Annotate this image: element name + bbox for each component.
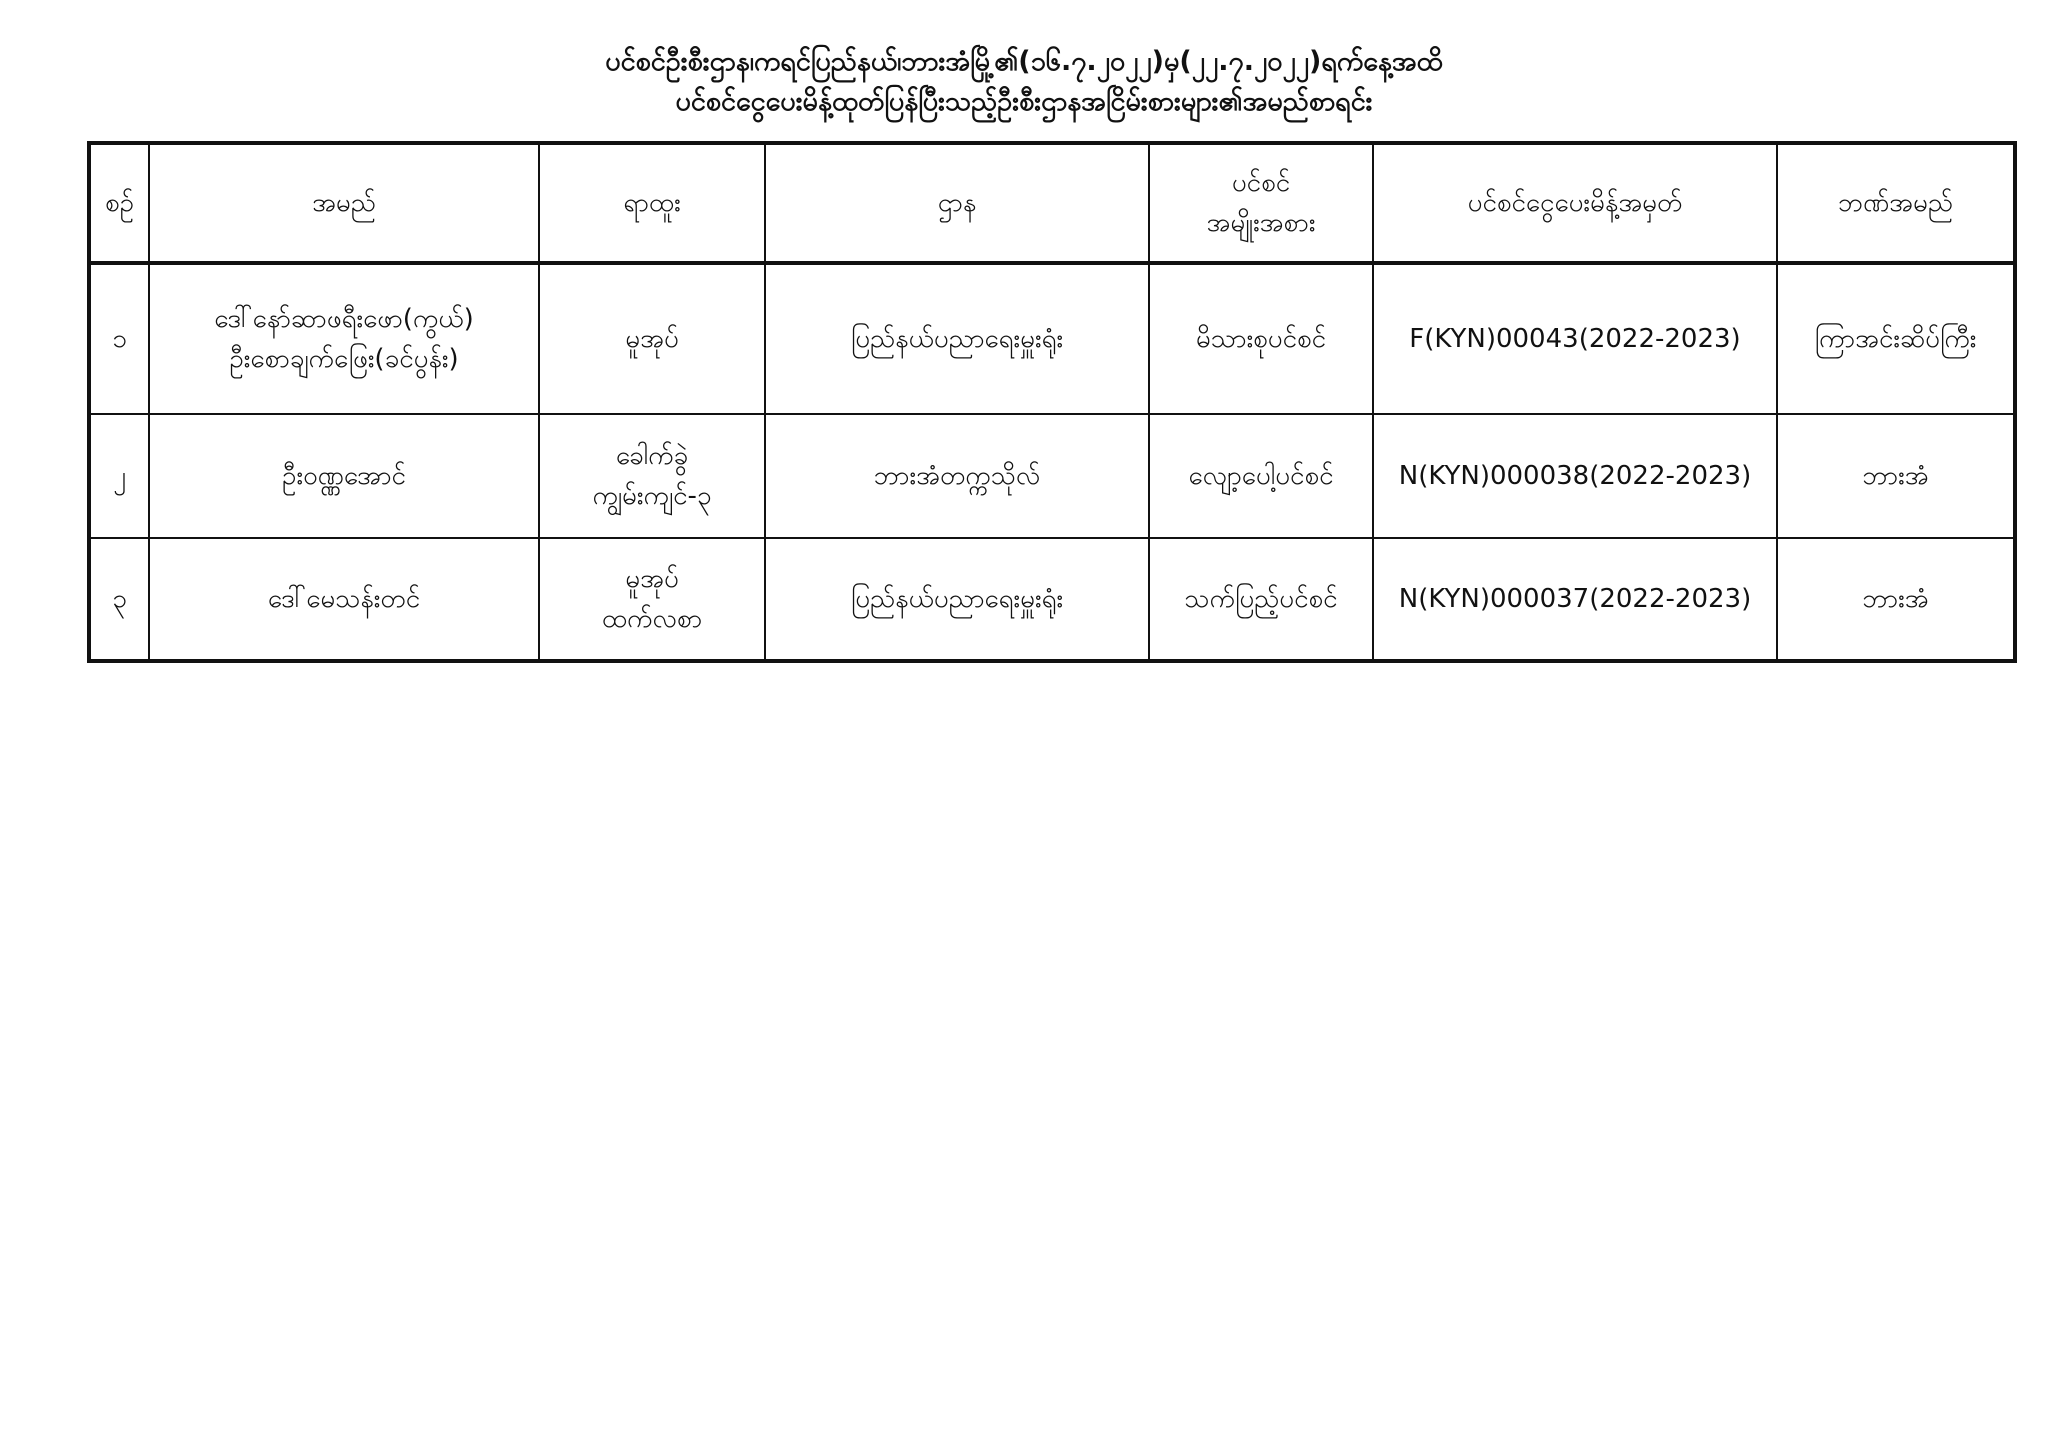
- cell-department: ဘားအံတက္ကသိုလ်: [765, 414, 1149, 538]
- header-department: ဌာန: [765, 143, 1149, 263]
- table-row: [89, 538, 2015, 661]
- cell-rank: [539, 538, 765, 661]
- cell-department: ပြည်နယ်ပညာရေးမှူးရုံး: [765, 538, 1149, 661]
- header-pension-type: [1149, 143, 1373, 263]
- cell-name-line-1: ဒေါ်မေသန်းတင်: [267, 584, 421, 614]
- table-row: [89, 414, 2015, 538]
- cell-pension-type: သက်ပြည့်ပင်စင်: [1149, 538, 1373, 661]
- cell-pension-order-no: F(KYN)00043(2022-2023): [1373, 263, 1777, 414]
- cell-bank-name: ဘားအံ: [1777, 538, 2015, 661]
- header-pension-type-line-1: ပင်စင်: [1231, 168, 1291, 198]
- table-row: [89, 263, 2015, 414]
- cell-serial: ၁: [89, 263, 149, 414]
- cell-department: ပြည်နယ်ပညာရေးမှူးရုံး: [765, 263, 1149, 414]
- header-pension-type-line-2: အမျိုးအစား: [1206, 208, 1316, 238]
- cell-bank-name: ကြာအင်းဆိပ်ကြီး: [1777, 263, 2015, 414]
- header-pension-order-no: ပင်စင်ငွေပေးမိန့်အမှတ်: [1373, 143, 1777, 263]
- header-serial: စဉ်: [89, 143, 149, 263]
- cell-rank-line-1: မူအုပ်: [625, 324, 679, 354]
- cell-name-line-2: ဦးစောချက်ဖြေး(ခင်ပွန်း): [229, 344, 459, 374]
- table-header-row: [89, 143, 2015, 263]
- cell-bank-name: ဘားအံ: [1777, 414, 2015, 538]
- cell-rank-line-2: ကျွမ်းကျင်-၃: [592, 481, 712, 511]
- title-line-2: ပင်စင်ငွေပေးမိန့်ထုတ်ပြန်ပြီးသည့်ဦးစီးဌာနအငြိမ်းစားများ၏အမည်စာရင်း: [675, 86, 1373, 117]
- cell-pension-type: မိသားစုပင်စင်: [1149, 263, 1373, 414]
- cell-name: [149, 263, 539, 414]
- cell-rank: [539, 414, 765, 538]
- cell-serial: ၃: [89, 538, 149, 661]
- cell-rank-line-2: ထက်လစာ: [601, 604, 703, 634]
- pensioner-table: [87, 141, 2017, 663]
- header-bank-name: ဘဏ်အမည်: [1777, 143, 2015, 263]
- cell-rank: [539, 263, 765, 414]
- cell-name-line-1: ဦးဝဏ္ဏအောင်: [282, 461, 406, 491]
- header-rank: ရာထူး: [539, 143, 765, 263]
- cell-name-line-1: ဒေါ်နော်ဆာဖရီးဖော(ကွယ်): [214, 304, 474, 334]
- cell-serial: ၂: [89, 414, 149, 538]
- cell-pension-order-no: N(KYN)000038(2022-2023): [1373, 414, 1777, 538]
- title-line-1: ပင်စင်ဦးစီးဌာန၊ကရင်ပြည်နယ်၊ဘားအံမြို့၏(၁၆.၇.၂၀၂၂)မှ(၂၂.၇.၂၀၂၂)ရက်နေ့အထိ: [605, 46, 1443, 77]
- cell-pension-order-no: N(KYN)000037(2022-2023): [1373, 538, 1777, 661]
- cell-name: [149, 538, 539, 661]
- cell-name: [149, 414, 539, 538]
- cell-rank-line-1: ခေါက်ခွဲ: [615, 441, 689, 471]
- document-title: [0, 42, 2048, 122]
- header-name: အမည်: [149, 143, 539, 263]
- cell-pension-type: လျော့ပေါ့ပင်စင်: [1149, 414, 1373, 538]
- cell-rank-line-1: မူအုပ်: [625, 564, 679, 594]
